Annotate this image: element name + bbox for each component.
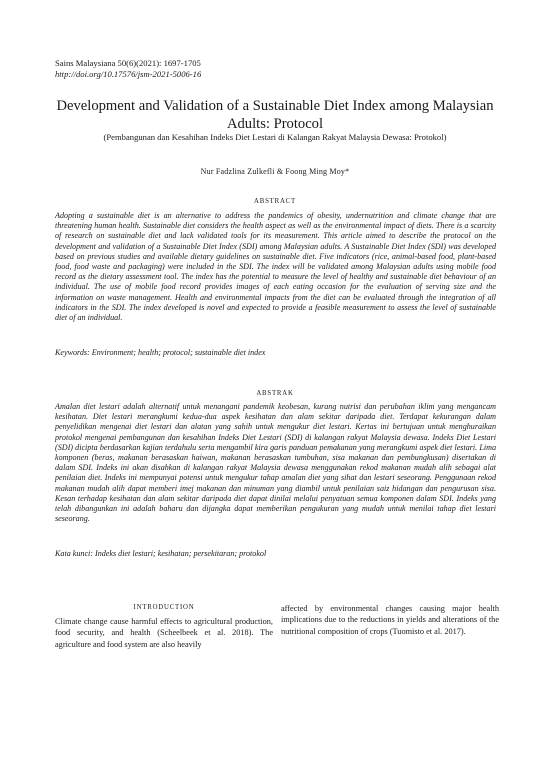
abstract-keywords: Keywords: Environment; health; protocol; sustainable diet index: [55, 348, 266, 357]
paper-title: Development and Validation of a Sustainable Diet Index among Malaysian Adults: Protocol: [56, 98, 494, 132]
paper-subtitle: (Pembangunan dan Kesahihan Indeks Diet Lestari di Kalangan Rakyat Malaysia Dewasa: Protokol): [103, 132, 447, 142]
abstrak-heading: ABSTRAK: [256, 390, 294, 397]
introduction-heading: INTRODUCTION: [133, 604, 195, 611]
introduction-left-column: Climate change cause harmful effects to agricultural production, food security, and health (Scheelbeek et al. 2018). The agriculture and food system are also heavily: [55, 617, 273, 649]
author-list: Nur Fadzlina Zulkefli & Foong Ming Moy*: [200, 167, 350, 176]
abstract-heading: ABSTRACT: [254, 198, 296, 205]
abstrak-keywords: Kata kunci: Indeks diet lestari; kesihatan; persekitaran; protokol: [55, 549, 267, 558]
abstract-body: Adopting a sustainable diet is an alternative to address the pandemics of obesity, undernutrition and climate change that are threatening human health. Sustainable diet considers the health aspect as well as the environmental impact of diets. There is a scarcity of research on sustainable diet and lack validated tools for its measurement. This article aimed to describe the protocol on the development and validation of a Sustainable Diet Index (SDI) among Malaysian adults. A Sustainable Diet Index (SDI) was developed based on previous studies and available dietary guidelines on sustainable diet. Five indicators (rice, animal-based food, plant-based food, food waste and packaging) were included in the SDI. The index will be validated among Malaysian adults using mobile food record as the dietary assessment tool. The index has the potential to measure the level of healthy and sustainable diet behaviour of an individual. The use of mobile food record provides images of each eating occasion for the evaluation of serving size and the information on waste management. Health and environmental impacts from the diet can be evaluated through the integration of all indicators in the SDI. The index developed is novel and expected to provide a feasible measurement to assess the level of sustainable diet of an individual.: [55, 211, 496, 323]
introduction-right-column: affected by environmental changes causing major health implications due to the reductions in yields and alterations of the nutritional composition of crops (Tuomisto et al. 2017).: [281, 604, 499, 636]
journal-citation: Sains Malaysiana 50(6)(2021): 1697-1705: [55, 58, 201, 68]
journal-header: [55, 58, 201, 80]
abstrak-body: Amalan diet lestari adalah alternatif untuk menangani pandemik keobesan, kurang nutrisi dan perubahan iklim yang mengancam kesihatan. Diet lestari merangkumi kedua-dua aspek kesihatan dan alam sekitar daripada diet. Terdapat kekurangan dalam penyelidikan mengenai diet lestari dan alatan yang sahih untuk mengukur diet lestari. Kertas ini bertujuan untuk menghuraikan protokol mengenai pembangunan dan kesahihan Indeks Diet Lestari (SDI) di kalangan rakyat Malaysia dewasa. Indeks Diet Lestari (SDI) dicipta berdasarkan kajian terdahulu serta mengambil kira garis panduan pemakanan yang merangkumi aspek diet lestari. Lima komponen (beras, makanan berasaskan haiwan, makanan berasaskan tumbuhan, sisa makanan dan pembungkusan) disertakan di dalam SDI. Indeks ini akan disahkan di kalangan rakyat Malaysia dewasa menggunakan rekod makanan mudah alih sebagai alat penilaian diet. Indeks ini mempunyai potensi untuk mengukur tahap amalan diet yang sihat dan lestari seseorang. Penggunaan rekod makanan mudah alih dapat memberi imej makanan dan minuman yang diambil untuk penilaian saiz hidangan dan pengurusan sisa. Kesan terhadap kesihatan dan alam sekitar daripada diet dapat dinilai melalui penyatuan semua komponen dalam SDI. Indeks yang telah dibangunkan ini adalah baharu dan dijangka dapat memberikan pengukuran yang mudah untuk menilai tahap diet lestari seseorang.: [55, 402, 496, 524]
journal-doi[interactable]: http://doi.org/10.17576/jsm-2021-5006-16: [55, 69, 202, 79]
